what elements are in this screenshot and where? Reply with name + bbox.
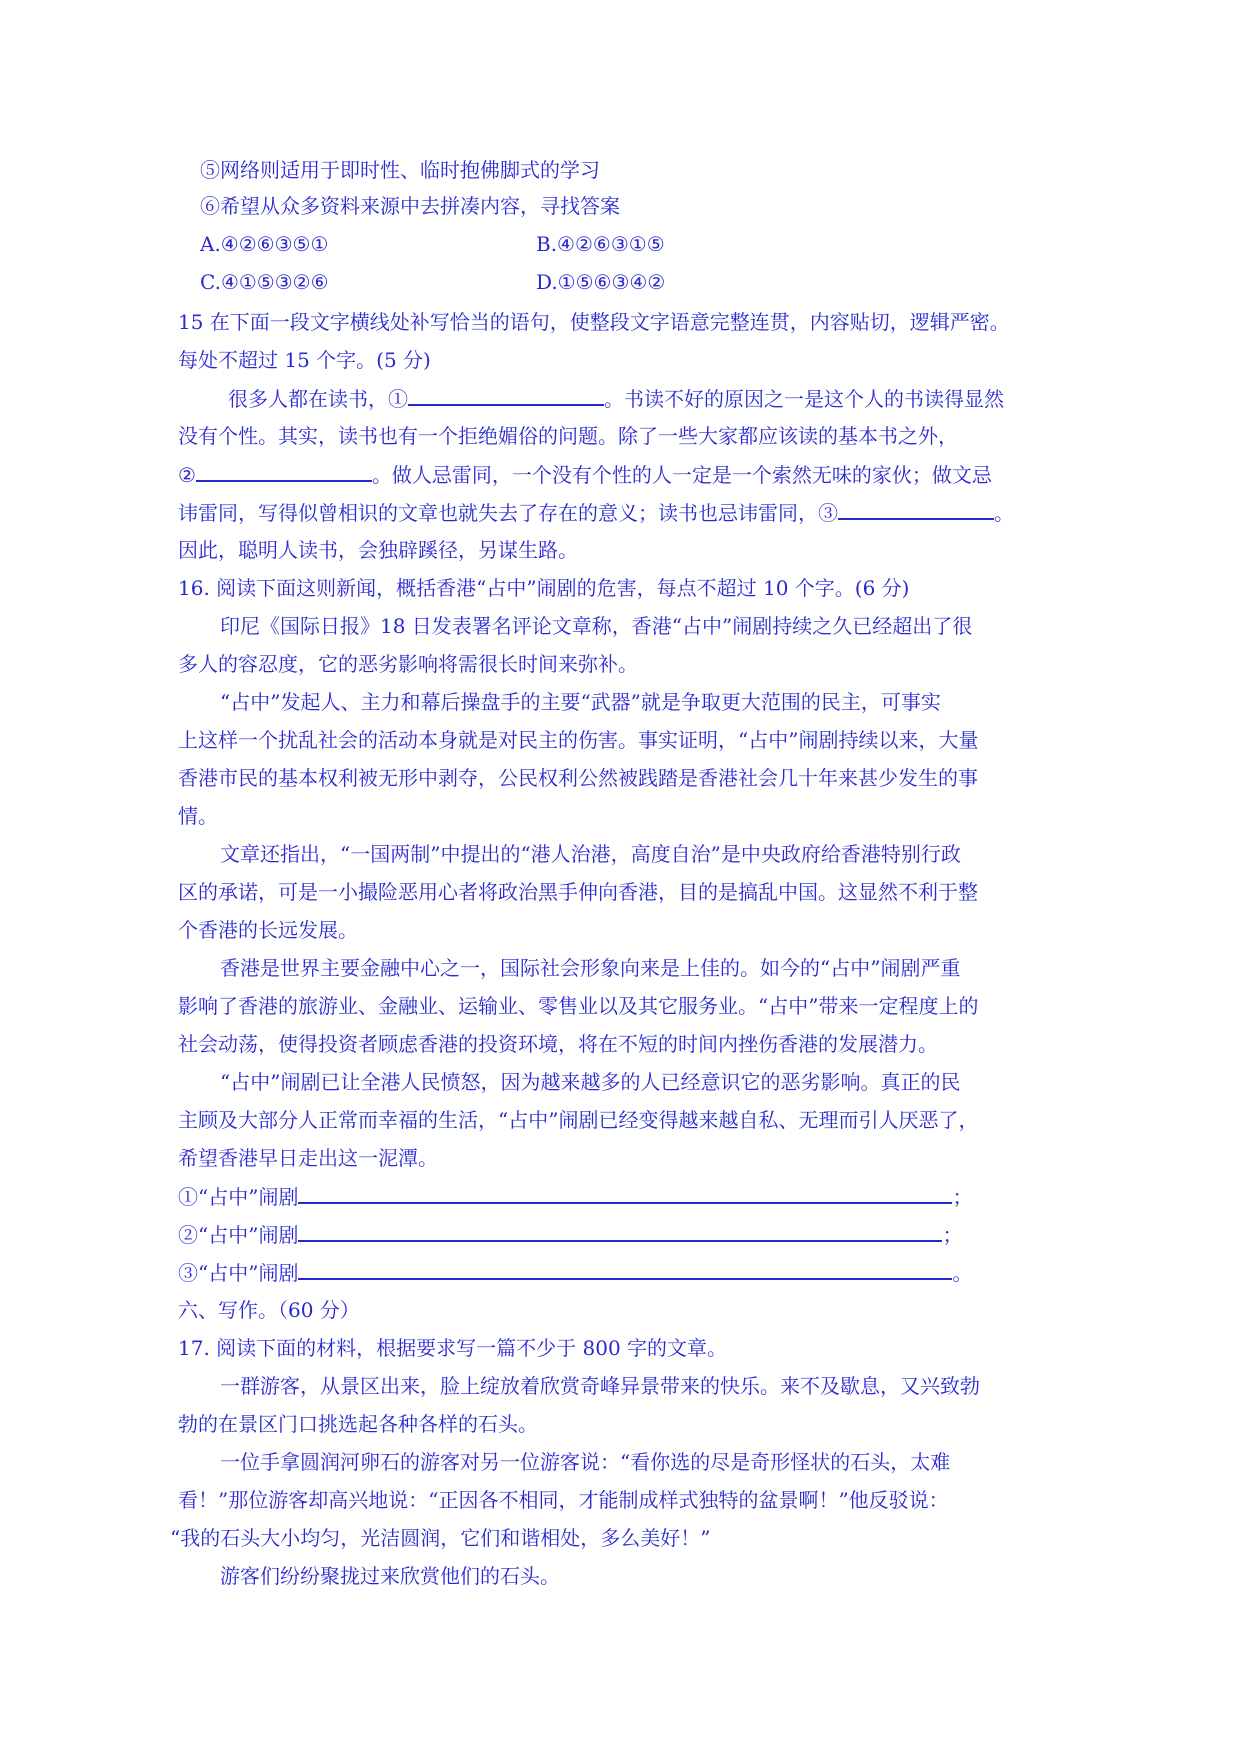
q14-option-a: A.④②⑥③⑤① <box>200 232 329 256</box>
q14-option-d: D.①⑤⑥③④② <box>536 270 666 294</box>
q15-stem-line2: 每处不超过 15 个字。(5 分) <box>178 348 431 372</box>
q16-answer-blank-3[interactable] <box>298 1258 952 1280</box>
q16-news-line: “占中”发起人、主力和幕后操盘手的主要“武器”就是争取更大范围的民主，可事实 <box>220 690 941 714</box>
q15-passage-line3 <box>178 460 992 489</box>
q16-answer-3 <box>178 1258 972 1287</box>
q15-stem-line1: 15 在下面一段文字横线处补写恰当的语句，使整段文字语意完整连贯，内容贴切，逻辑严密。 <box>178 310 1010 334</box>
q15-text: ② <box>178 463 196 487</box>
q15-text: 很多人都在读书，① <box>228 387 408 411</box>
q15-blank-2[interactable] <box>196 460 372 482</box>
q17-material-line: 勃的在景区门口挑选起各种各样的石头。 <box>178 1412 538 1436</box>
q17-material-line: 一位手拿圆润河卵石的游客对另一位游客说：“看你选的尽是奇形怪状的石头，太难 <box>220 1450 951 1474</box>
q16-news-line: 区的承诺，可是一小撮险恶用心者将政治黑手伸向香港，目的是搞乱中国。这显然不利于整 <box>178 880 978 904</box>
q16-answer-label: ①“占中”闹剧 <box>178 1185 299 1209</box>
q16-answer-1 <box>178 1182 972 1211</box>
q17-material-line: 游客们纷纷聚拢过来欣赏他们的石头。 <box>220 1564 560 1588</box>
q15-passage-line1 <box>228 384 1004 413</box>
q16-answer-end: ； <box>942 1223 963 1247</box>
q15-text: 讳雷同，写得似曾相识的文章也就失去了存在的意义；读书也忌讳雷同，③ <box>178 501 838 525</box>
q15-passage-line5: 因此，聪明人读书，会独辟蹊径，另谋生路。 <box>178 538 578 562</box>
q16-news-line: 上这样一个扰乱社会的活动本身就是对民主的伤害。事实证明，“占中”闹剧持续以来，大量 <box>178 728 979 752</box>
q14-item-6: ⑥希望从众多资料来源中去拼凑内容，寻找答案 <box>200 194 620 218</box>
q16-news-line: 情。 <box>178 804 218 828</box>
q16-news-line: 香港是世界主要金融中心之一，国际社会形象向来是上佳的。如今的“占中”闹剧严重 <box>220 956 961 980</box>
q16-answer-end: ； <box>952 1185 973 1209</box>
q15-passage-line2: 没有个性。其实，读书也有一个拒绝媚俗的问题。除了一些大家都应该读的基本书之外， <box>178 424 958 448</box>
q16-news-line: 社会动荡，使得投资者顾虑香港的投资环境，将在不短的时间内挫伤香港的发展潜力。 <box>178 1032 938 1056</box>
q15-blank-1[interactable] <box>408 384 604 406</box>
q17-material-line: 一群游客，从景区出来，脸上绽放着欣赏奇峰异景带来的快乐。来不及歇息，又兴致勃 <box>220 1374 980 1398</box>
q16-answer-blank-2[interactable] <box>298 1220 942 1242</box>
q16-stem: 16. 阅读下面这则新闻，概括香港“占中”闹剧的危害，每点不超过 10 个字。(6 分) <box>178 576 910 600</box>
q16-news-line: 影响了香港的旅游业、金融业、运输业、零售业以及其它服务业。“占中”带来一定程度上的 <box>178 994 979 1018</box>
q16-answer-label: ③“占中”闹剧 <box>178 1261 299 1285</box>
q14-option-b: B.④②⑥③①⑤ <box>536 232 665 256</box>
q16-news-line: 印尼《国际日报》18 日发表署名评论文章称，香港“占中”闹剧持续之久已经超出了很 <box>220 614 973 638</box>
q16-news-line: 希望香港早日走出这一泥潭。 <box>178 1146 438 1170</box>
q16-news-line: “占中”闹剧已让全港人民愤怒，因为越来越多的人已经意识它的恶劣影响。真正的民 <box>220 1070 961 1094</box>
q16-news-line: 香港市民的基本权利被无形中剥夺，公民权利公然被践踏是香港社会几十年来甚少发生的事 <box>178 766 978 790</box>
q16-answer-blank-1[interactable] <box>298 1182 952 1204</box>
q16-answer-2 <box>178 1220 962 1249</box>
q15-text: 。 <box>994 501 1014 525</box>
q17-material-line: 看！”那位游客却高兴地说：“正因各不相同，才能制成样式独特的盆景啊！”他反驳说： <box>178 1488 949 1512</box>
q17-material-line: “我的石头大小均匀，光洁圆润，它们和谐相处，多么美好！” <box>170 1526 711 1550</box>
q15-passage-line4 <box>178 498 1014 527</box>
q16-answer-end: 。 <box>952 1261 973 1285</box>
q16-news-line: 文章还指出，“一国两制”中提出的“港人治港，高度自治”是中央政府给香港特别行政 <box>220 842 961 866</box>
q15-text: 。做人忌雷同，一个没有个性的人一定是一个索然无味的家伙；做文忌 <box>371 463 992 487</box>
q14-option-c: C.④①⑤③②⑥ <box>200 270 329 294</box>
q16-news-line: 主顾及大部分人正常而幸福的生活，“占中”闹剧已经变得越来越自私、无理而引人厌恶了， <box>178 1108 979 1132</box>
q15-text: 。书读不好的原因之一是这个人的书读得显然 <box>604 387 1004 411</box>
q14-item-5: ⑤网络则适用于即时性、临时抱佛脚式的学习 <box>200 158 600 182</box>
q16-news-line: 个香港的长远发展。 <box>178 918 358 942</box>
q17-stem: 17. 阅读下面的材料，根据要求写一篇不少于 800 字的文章。 <box>178 1336 728 1360</box>
section-6-heading: 六、写作。（60 分） <box>178 1298 360 1322</box>
q15-blank-3[interactable] <box>838 498 994 520</box>
q16-answer-label: ②“占中”闹剧 <box>178 1223 299 1247</box>
q16-news-line: 多人的容忍度，它的恶劣影响将需很长时间来弥补。 <box>178 652 638 676</box>
